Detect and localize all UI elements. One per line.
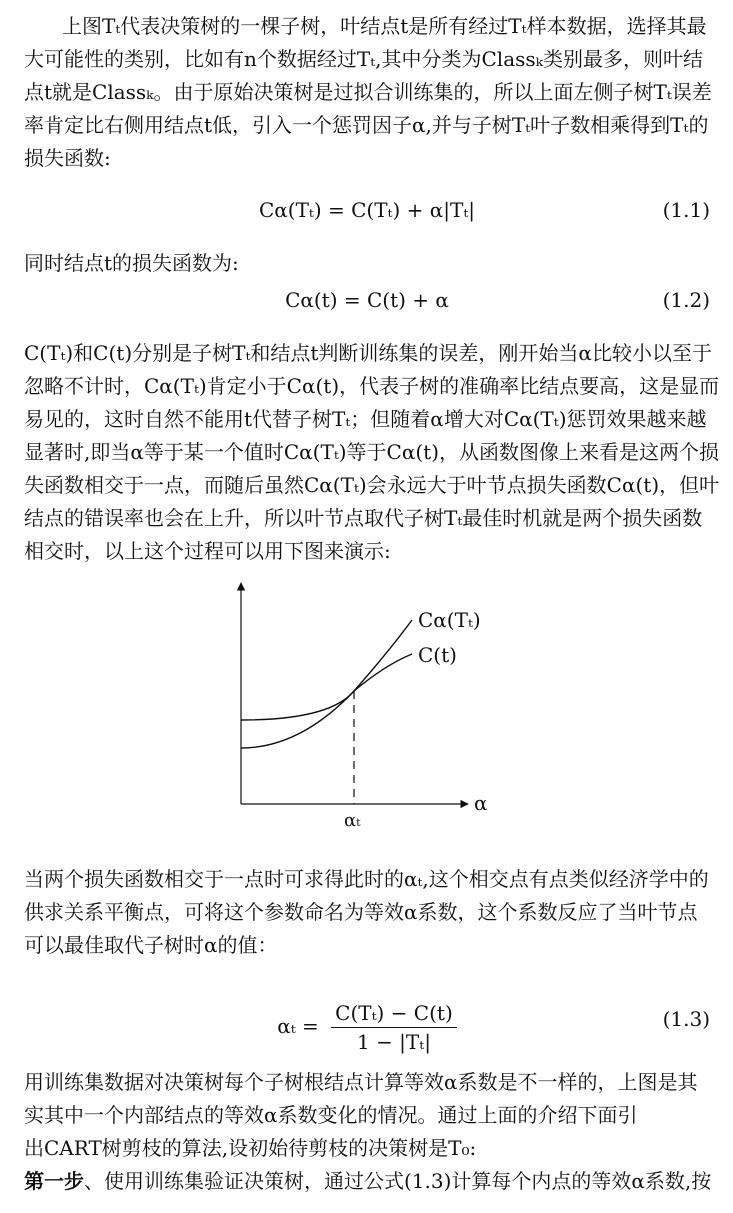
x-tick-label: αₜ [344,810,361,831]
text-line: 实其中一个内部结点的等效α系数变化的情况。通过上面的介绍下面引 [24,1103,638,1127]
step-one-text: 、使用训练集验证决策树，通过公式(1.3)计算每个内点的等效α系数,按 [84,1169,712,1193]
equation-1-3 [24,996,710,1056]
curve-subtree-loss [241,620,412,720]
text-line: 忽略不计时，Cα(Tₜ)肯定小于Cα(t)，代表子树的准确率比结点要高，这是显而 [24,374,720,398]
equation-number: (1.2) [662,288,710,312]
equation-number: (1.3) [662,1007,710,1031]
step-one-line [24,1165,710,1198]
text-line: 上图Tₜ代表决策树的一棵子树，叶结点t是所有经过Tₜ样本数据，选择其最 [62,14,707,38]
curve2-label: C(t) [418,643,457,667]
equation-formula: Cα(Tₜ) = C(Tₜ) + α|Tₜ| [258,198,476,222]
text-line: 用训练集数据对决策树每个子树根结点计算等效α系数是不一样的，上图是其 [24,1070,698,1094]
equation-lhs: αₜ = [277,1014,319,1038]
text-line: 结点的错误率也会在上升，所以叶节点取代子树Tₜ最佳时机就是两个损失函数 [24,506,703,530]
text-line: 大可能性的类别，比如有n个数据经过Tₜ,其中分类为Classₖ类别最多，则叶结 [24,47,703,71]
text-line: 同时结点t的损失函数为: [24,251,239,275]
equation-formula [24,996,710,1056]
curve-node-loss [241,654,412,748]
text-line: 易见的，这时自然不能用t代替子树Tₜ；但随着α增大对Cα(Tₜ)惩罚效果越来越 [24,407,707,431]
equation-number: (1.1) [662,198,710,222]
x-axis-label: α [474,791,488,815]
fraction-denominator: 1 − |Tₜ| [356,1030,431,1054]
text-line: C(Tₜ)和C(t)分别是子树Tₜ和结点t判断训练集的误差，刚开始当α比较小以至于 [24,341,712,365]
paragraph-cart-pruning [24,1066,710,1198]
text-line: 出CART树剪枝的算法,设初始待剪枝的决策树是T₀: [24,1136,477,1160]
text-line: 损失函数: [24,146,111,170]
paragraph-equivalent-alpha [24,863,710,962]
text-line: 可以最佳取代子树时α的值： [24,933,278,957]
text-line: 显著时,即当α等于某一个值时Cα(Tₜ)等于Cα(t)，从函数图像上来看是这两个损 [24,440,719,464]
text-line: 率肯定比右侧用结点t低，引入一个惩罚因子α,并与子树Tₜ叶子数相乘得到Tₜ的 [24,113,709,137]
curve1-label: Cα(Tₜ) [418,608,481,632]
text-line: 相交时，以上这个过程可以用下图来演示: [24,539,391,563]
fraction-numerator: C(Tₜ) − C(t) [331,999,457,1028]
equation-fraction [331,999,457,1056]
equation-formula: Cα(t) = C(t) + α [285,288,449,312]
text-line: 供求关系平衡点，可将这个参数命名为等效α系数，这个系数反应了当叶节点 [24,900,698,924]
text-line: 失函数相交于一点，而随后虽然Cα(Tₜ)会永远大于叶节点损失函数Cα(t)，但叶 [24,473,720,497]
step-one-label: 第一步 [24,1169,84,1193]
text-line: 当两个损失函数相交于一点时可求得此时的αₜ,这个相交点有点类似经济学中的 [24,867,709,891]
text-line: 点t就是Classₖ。由于原始决策树是过拟合训练集的，所以上面左侧子树Tₜ误差 [24,80,712,104]
